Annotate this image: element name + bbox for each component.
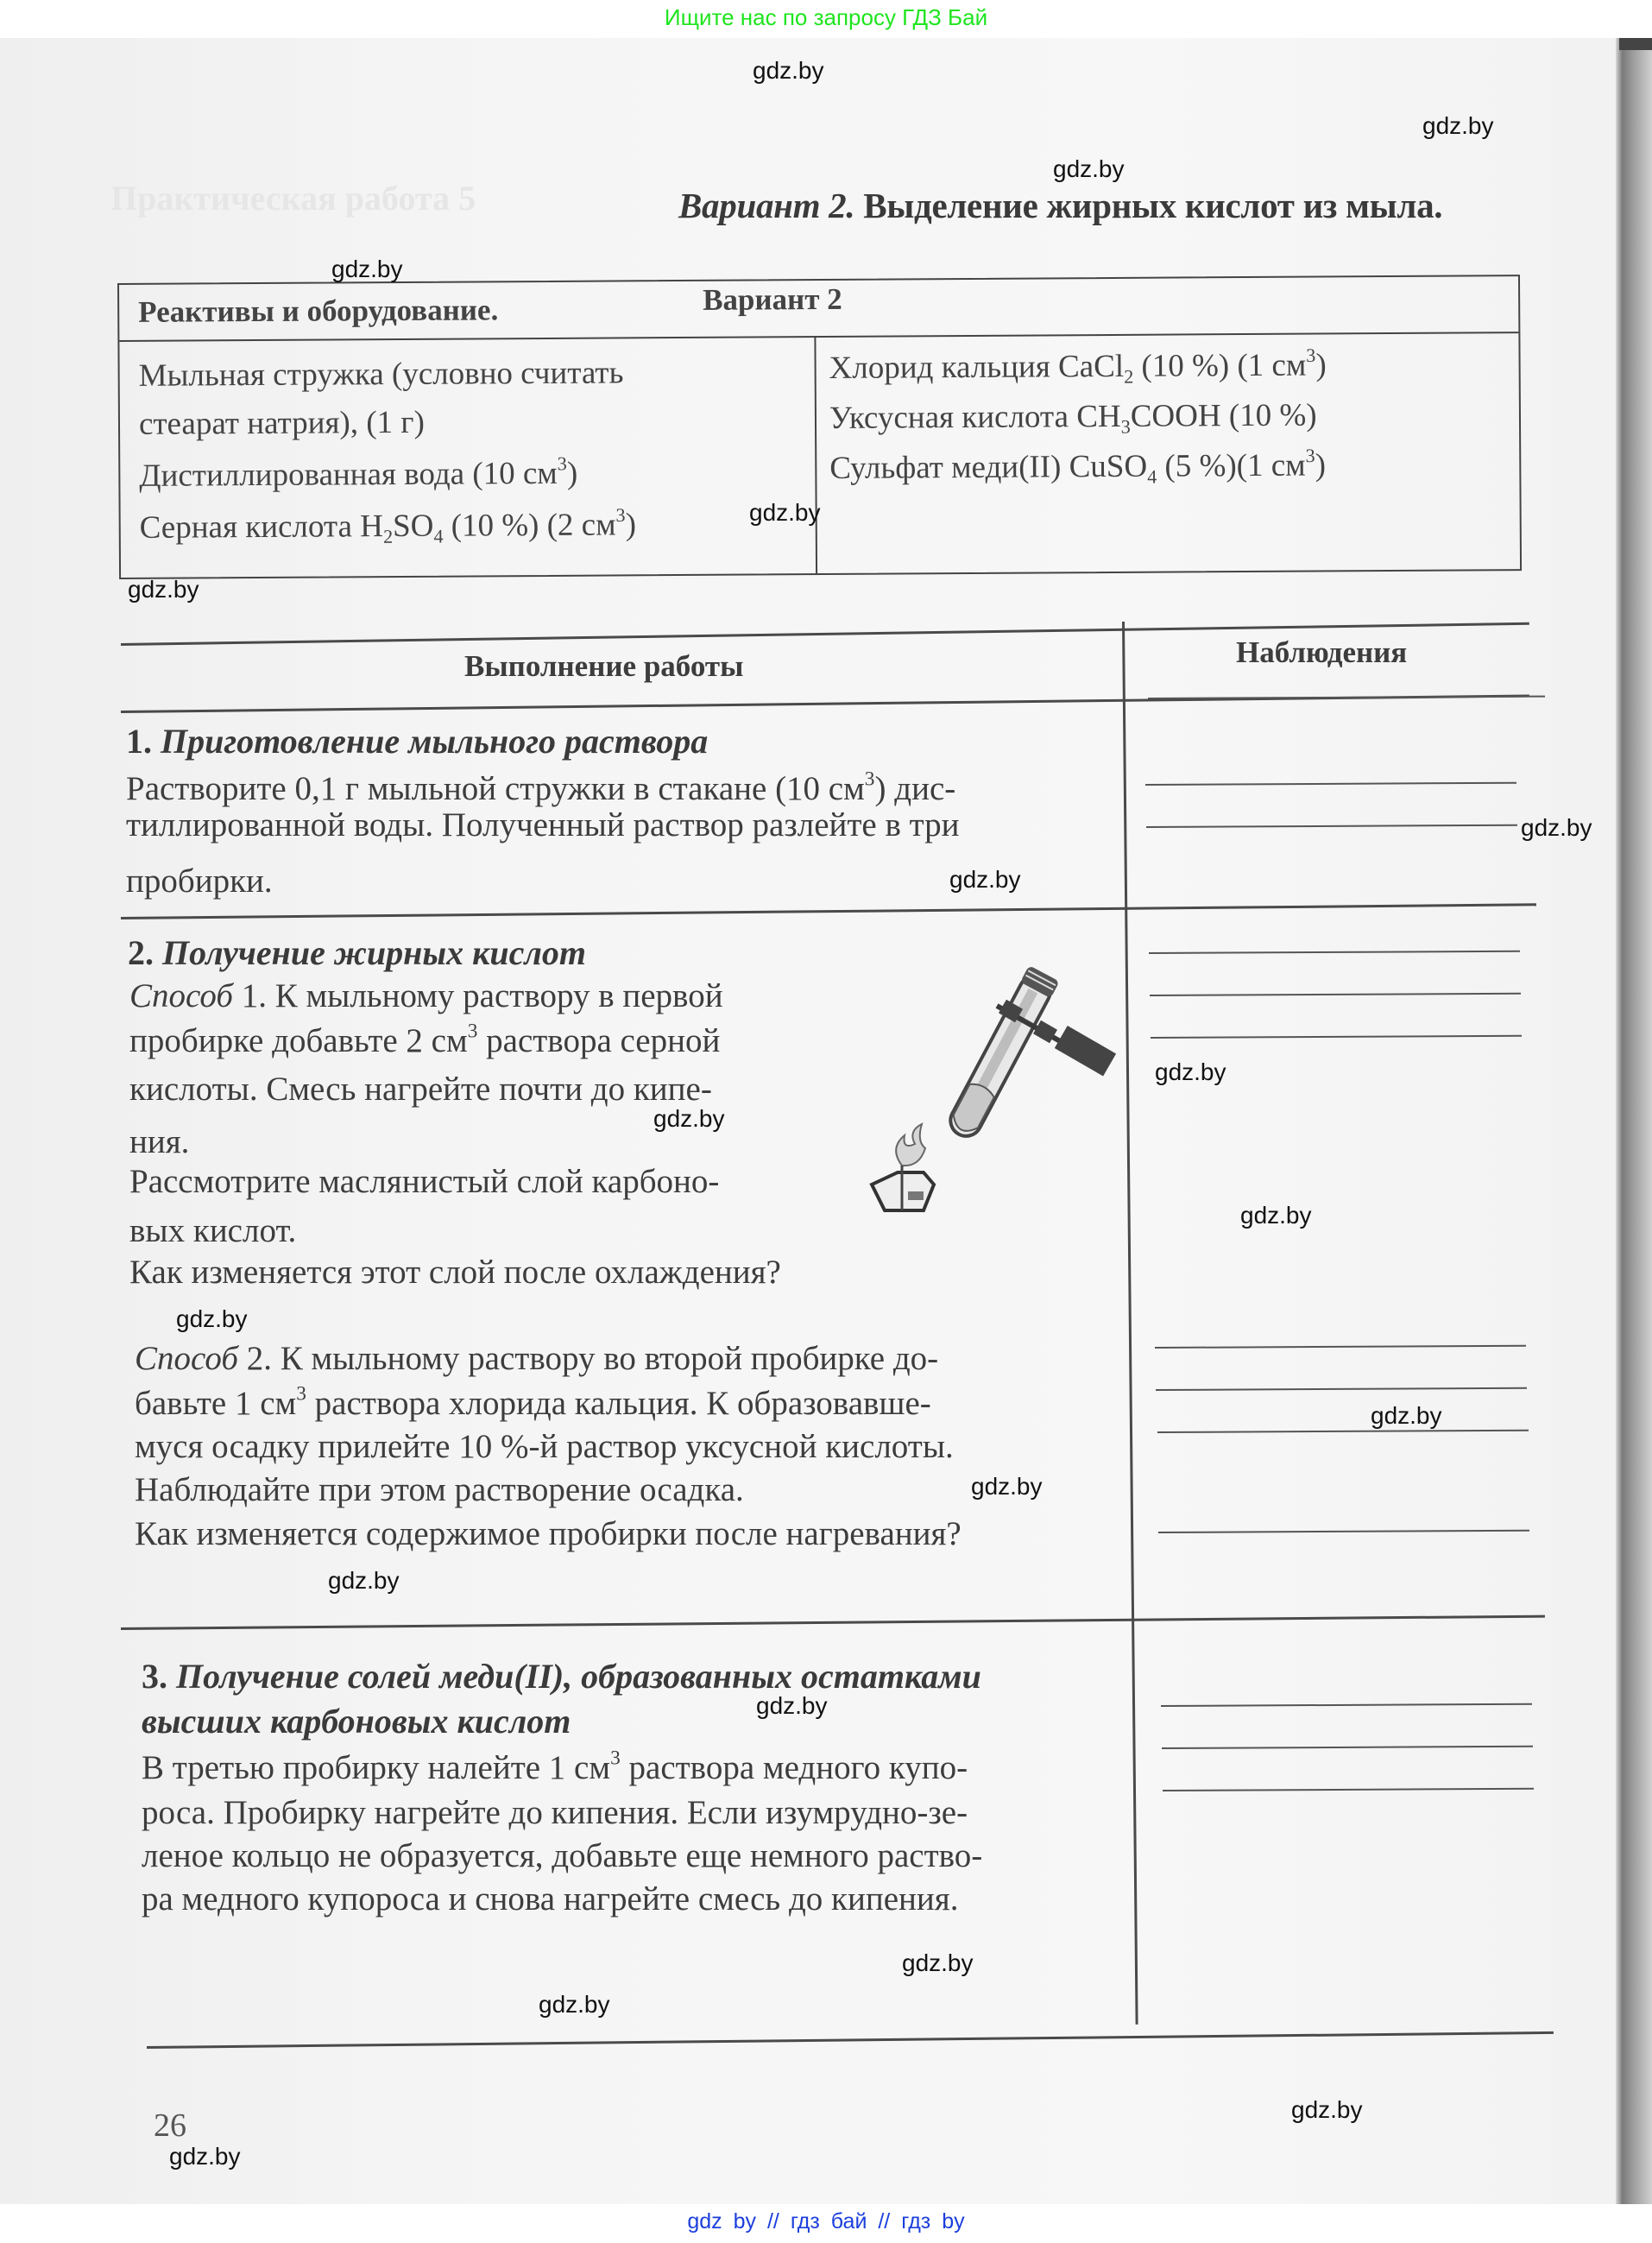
watermark: gdz.by (1053, 155, 1125, 182)
method2-line5: Как изменяется содержимое пробирки после нагревания? (135, 1515, 962, 1552)
reagent-water: Дистиллированная вода (10 $см^3$) (139, 452, 578, 494)
watermark: gdz.by (749, 499, 821, 526)
reagents-header-divider (119, 332, 1518, 342)
book-spine-edge (1619, 38, 1652, 50)
title-text: Выделение жирных кислот из мыла. (854, 186, 1443, 225)
step2-heading: 2. Получение жирных кислот (128, 933, 587, 972)
watermark: gdz.by (539, 1991, 610, 2018)
page-number: 26 (154, 2107, 186, 2144)
bottom-banner-text[interactable]: gdz by // гдз бай // гдз by (687, 2209, 965, 2234)
step3-line4: ра медного купороса и снова нагрейте смесь до кипения. (142, 1880, 959, 1918)
watermark: gdz.by (971, 1473, 1043, 1500)
watermark: gdz.by (328, 1567, 400, 1594)
watermark: gdz.by (653, 1105, 725, 1132)
method1-line3: кислоты. Смесь нагрейте почти до кипе- (129, 1071, 712, 1108)
watermark: gdz.by (1240, 1202, 1312, 1229)
step1-text-line3: пробирки. (126, 862, 273, 900)
watermark: gdz.by (756, 1692, 828, 1719)
reagent-calcium-chloride: Хлорид кальция CaCl$_2$ (10 %) (1 $см^3$) (829, 344, 1327, 388)
page-title (678, 185, 1442, 226)
step3-line3: леное кольцо не образуется, добавьте еще немного раство- (142, 1837, 983, 1874)
top-banner-text[interactable]: Ищите нас по запросу ГДЗ Бай (664, 4, 988, 30)
watermark: gdz.by (128, 576, 199, 603)
top-banner (0, 0, 1652, 38)
method1-line6: вых кислот. (129, 1212, 297, 1249)
watermark: gdz.by (1521, 814, 1592, 841)
reagent-acetic-acid: Уксусная кислота $CH_3COOH$ (10 %) (829, 397, 1317, 438)
method2-line4: Наблюдайте при этом растворение осадка. (135, 1471, 744, 1508)
watermark: gdz.by (949, 866, 1021, 893)
watermark: gdz.by (1155, 1058, 1226, 1085)
test-tube-heating-illustration (854, 958, 1131, 1235)
method1-line4: ния. (129, 1123, 190, 1160)
method2-line2: бавьте 1 $см^3$ раствора хлорида кальция. К образовавше- (135, 1382, 931, 1422)
reagent-soap-line2: стеарат натрия), (1 г) (138, 404, 425, 442)
method1-line2: пробирке добавьте 2 $см^3$ раствора серной (129, 1020, 721, 1059)
step1-text-line2: тиллированной воды. Полученный раствор разлейте в три (126, 806, 960, 843)
watermark: gdz.by (902, 1949, 974, 1976)
step3-heading-line1: 3. Получение солей меди(II), образованных остатками (142, 1657, 981, 1696)
reagent-soap-line1: Мыльная стружка (условно считать (138, 355, 624, 394)
watermark: gdz.by (331, 256, 403, 282)
column-header-observations: Наблюдения (1236, 635, 1408, 669)
reagents-table (117, 275, 1522, 579)
step1-heading: 1. Приготовление мыльного раствора (126, 722, 709, 761)
spirit-lamp-icon (872, 1166, 934, 1210)
method2-line3: муся осадку прилейте 10 %-й раствор уксусной кислоты. (135, 1428, 954, 1465)
watermark: gdz.by (1422, 112, 1494, 139)
watermark: gdz.by (169, 2143, 241, 2170)
watermark: gdz.by (1371, 1402, 1442, 1429)
title-variant: Вариант 2. (678, 186, 855, 225)
step1-text-line1: Растворите 0,1 г мыльной стружки в стакане (10 $см^3$) дис- (126, 768, 956, 807)
step3-line2: роса. Пробирку нагрейте до кипения. Если изумрудно-зе- (142, 1794, 968, 1831)
method1-line7: Как изменяется этот слой после охлаждения? (129, 1254, 781, 1291)
reagents-header: Реактивы и оборудование. (138, 293, 499, 329)
flame-icon (896, 1124, 925, 1166)
watermark: gdz.by (176, 1305, 248, 1332)
step3-heading-line2: высших карбоновых кислот (142, 1702, 571, 1741)
column-header-work: Выполнение работы (464, 649, 744, 683)
reagent-copper-sulfate: Сульфат меди(II) CuSO$_4$ (5 %)(1 $см^3$) (829, 444, 1327, 488)
watermark: gdz.by (1291, 2096, 1363, 2123)
bottom-banner (0, 2204, 1652, 2243)
method2-line1: Способ 2. К мыльному раствору во второй пробирке до- (135, 1340, 939, 1377)
reagent-sulfuric-acid: Серная кислота $H_2SO_4$ (10 %) (2 $см^3$) (139, 503, 637, 547)
watermark: gdz.by (753, 57, 824, 84)
test-tube-icon (943, 965, 1059, 1142)
step3-line1: В третью пробирку налейте 1 $см^3$ раствора медного купо- (142, 1747, 968, 1786)
method1-line1: Способ 1. К мыльному раствору в первой (129, 977, 723, 1014)
method1-line5: Рассмотрите маслянистый слой карбоно- (129, 1163, 720, 1200)
book-spine-shadow (1616, 38, 1652, 2204)
reagents-column-divider (814, 336, 817, 573)
bleed-through-heading: Практическая работа 5 (110, 179, 476, 218)
variant-header: Вариант 2 (703, 281, 842, 317)
